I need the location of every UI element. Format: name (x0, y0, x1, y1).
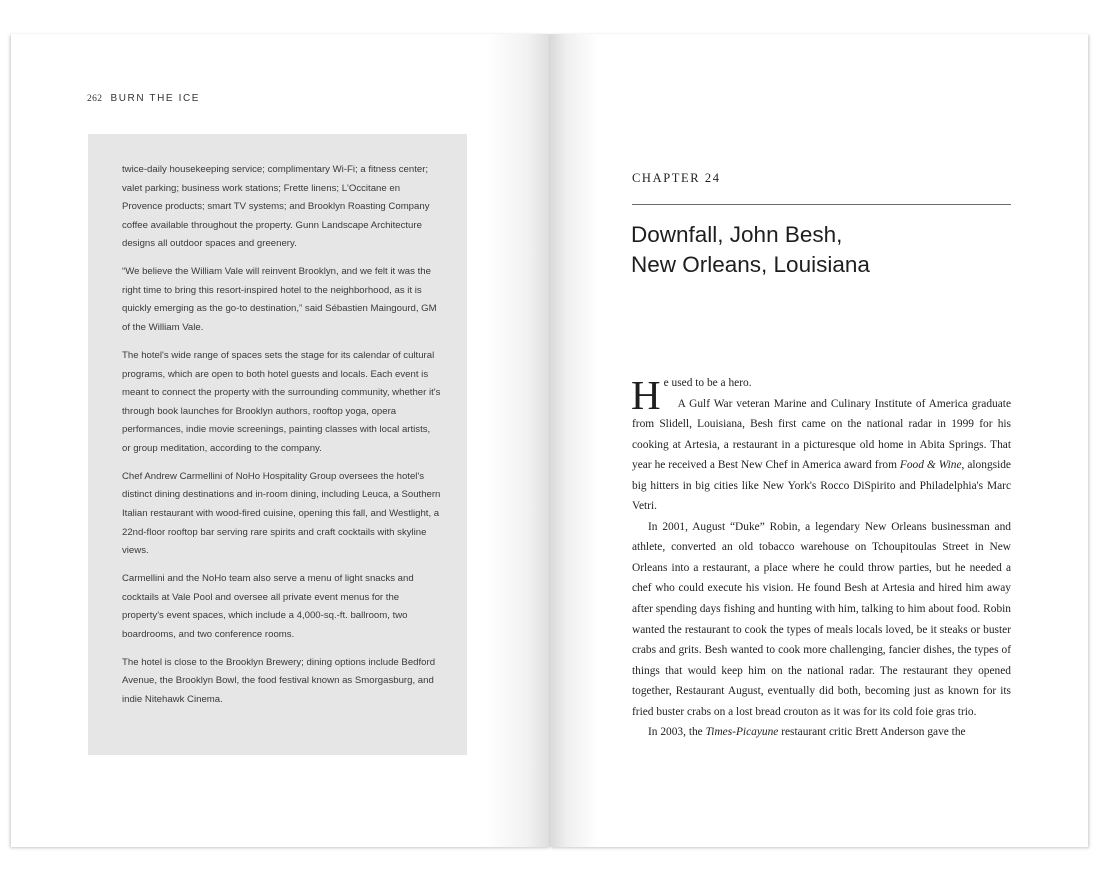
sidebar-paragraph: The hotel is close to the Brooklyn Brewery; dining options include Bedford Avenue, the Brooklyn Bowl, the food festival known as Smorgasburg, and indie Nitehawk Cinema. (122, 656, 436, 705)
sidebar-paragraph: Chef Andrew Carmellini of NoHo Hospitality Group oversees the hotel's distinct dining destinations and in-room dining, including Leuca, a Southern Italian restaurant with wood-fired cuisine, opening this fall, and Westlight, a 22nd-floor rooftop bar serving rare spirits and craft cocktails with skyline views. (122, 470, 441, 557)
page-number: 262 (87, 94, 103, 104)
chapter-label: CHAPTER 24 (632, 171, 721, 185)
chapter-title-line: New Orleans, Louisiana (631, 252, 870, 277)
body-text-segment: restaurant critic Brett Anderson gave the (778, 726, 966, 739)
sidebar-box (88, 134, 467, 755)
body-text-segment: , alongside big hitters in big cities like New York's Rocco DiSpirito and Philadelphia's Marc Vetri. (632, 459, 1011, 513)
publication-title: Food & Wine (899, 459, 962, 472)
sidebar-paragraph: twice-daily housekeeping service; complimentary Wi-Fi; a fitness center; valet parking; business work stations; Frette linens; L'Occitane en Provence products; smart TV systems; and Brooklyn Roasting Company coffee available throughout the property. Gunn Landscape Architecture designs all outdoor spaces and greenery. (122, 164, 430, 250)
left-page (11, 34, 550, 847)
sidebar-paragraph: Carmellini and the NoHo team also serve a menu of light snacks and cocktails at Vale Pool and oversee all private event menus for the property's event spaces, which include a 4,000-sq.-ft. ballroom, two boardrooms, and two conference rooms. (122, 573, 414, 640)
body-text-segment: In 2003, the (648, 726, 706, 739)
sidebar-paragraph: The hotel's wide range of spaces sets the stage for its calendar of cultural programs, which are open to both hotel guests and locals. Each event is meant to connect the property with the surrounding community, whether it's through book launches for Brooklyn authors, rooftop yoga, opera performances, indie movie screenings, painting classes with local artists, or group meditation, according to the company. (122, 349, 441, 454)
publication-title: Times-Picayune (705, 726, 779, 739)
chapter-divider (632, 204, 1011, 205)
chapter-title (631, 220, 1021, 280)
sidebar-paragraph: “We believe the William Vale will reinvent Brooklyn, and we felt it was the right time to bring this resort-inspired hotel to the neighborhood, as it is quickly emerging as the go-to destination,” said Sébastien Maingourd, GM of the William Vale. (122, 266, 437, 334)
running-head-title: BURN THE ICE (110, 93, 201, 104)
drop-cap: H (631, 372, 661, 418)
opening-paragraph (632, 373, 1011, 517)
body-paragraph: In 2001, August “Duke” Robin, a legendary New Orleans businessman and athlete, converted an old tobacco warehouse on Tchoupitoulas Street in New Orleans into a restaurant, a place where he could throw parties, but he needed a chef who could execute his vision. He found Besh at Artesia and hired him away after spending days fishing and hunting with him, talking to him about food. Robin wanted the restaurant to cook the types of meals locals loved, be it steaks or buster crabs and grits. Besh wanted to cook more challenging, fancier dishes, the types of things that would keep him on the national radar. The restaurant they opened together, Restaurant August, eventually did both, becoming just as known for its fried buster crabs on a lost bread crouton as it was for its cold foie gras trio. (632, 520, 1011, 718)
body-text-segment: A Gulf War veteran Marine and Culinary Institute of America graduate from Slidell, Louisiana, Besh first came on the national radar in 1999 for his cooking at Artesia, a restaurant in a picturesque old home in Abita Springs. That year he received a Best New Chef in America award from (632, 397, 1011, 472)
body-paragraph (632, 722, 1011, 743)
opening-line: e used to be a hero. (663, 377, 752, 389)
right-page (550, 34, 1088, 847)
running-head (87, 93, 200, 104)
chapter-title-line: Downfall, John Besh, (631, 222, 843, 247)
chapter-body (632, 373, 1011, 743)
